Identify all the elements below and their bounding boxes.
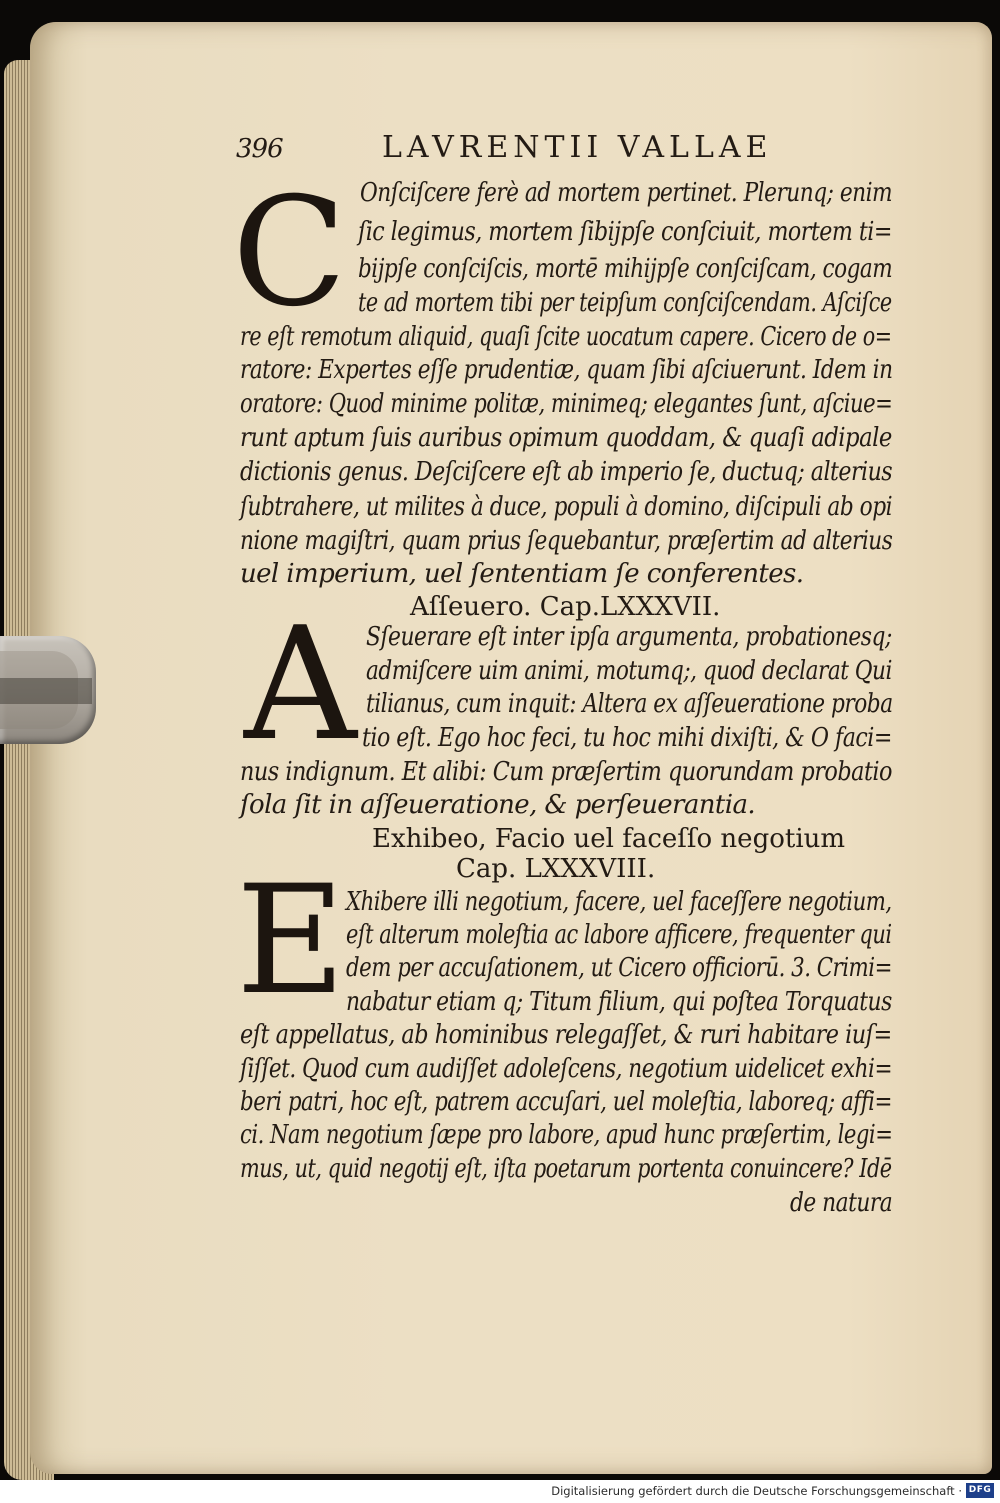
text-line: Xhibere illi negotium, facere, uel faceſſere negotium, xyxy=(346,887,892,917)
text-line: beri patri, hoc eſt, patrem accuſari, uel moleſtia, laboreq; affi= xyxy=(240,1087,892,1117)
text-line: ſiſſet. Quod cum audiſſet adoleſcens, negotium uidelicet exhi= xyxy=(240,1054,893,1084)
text-line: nione magiſtri, quam prius ſequebantur, præſertim ad alterius xyxy=(240,526,893,556)
book-clamp-band xyxy=(0,678,92,704)
chapter-heading: Exhibeo, Facio uel faceſſo negotium xyxy=(372,824,846,854)
running-head: LAVRENTII VALLAE xyxy=(382,130,773,165)
text-line: Sſeuerare eſt inter ipſa argumenta, probationesq; xyxy=(366,622,892,652)
text-line: mus, ut, quid negotij eſt, iſta poetarum portenta conuincere? Idē xyxy=(240,1154,892,1184)
text-line: oratore: Quod minime politæ, minimeq; elegantes ſunt, aſciue= xyxy=(240,389,893,419)
chapter-number: Cap. LXXXVIII. xyxy=(456,854,656,884)
text-line: ratore: Expertes eſſe prudentiæ, quam ſibi aſciuerunt. Idem in xyxy=(240,355,893,385)
text-line: nus indignum. Et alibi: Cum præſertim quorundam probatio xyxy=(240,757,893,787)
text-line: uel imperium, uel ſententiam ſe conferentes. xyxy=(240,559,804,589)
text-line: ſubtrahere, ut milites à duce, populi à domino, diſcipuli ab opi xyxy=(240,492,893,522)
text-line: dictionis genus. Deſciſcere eſt ab imperio ſe, ductuq; alterius xyxy=(240,457,893,487)
text-line: runt aptum ſuis auribus opimum quoddam, & quaſi adipale xyxy=(240,423,892,453)
text-line: bijpſe conſciſcis, mortē mihijpſe conſciſcam, cogam xyxy=(358,254,893,284)
text-line: Onſciſcere ferè ad mortem pertinet. Plerunq; enim xyxy=(360,178,893,208)
text-line: admiſcere uim animi, motumq;, quod declarat Qui xyxy=(366,656,892,686)
text-line: eſt appellatus, ab hominibus relegaſſet, & ruri habitare iuſ= xyxy=(240,1020,892,1050)
text-line: dem per accuſationem, ut Cicero officiorū. 3. Crimi= xyxy=(346,953,892,983)
page-number: 396 xyxy=(236,134,283,164)
text-line: ſola ſit in aſſeueratione, & perſeuerantia. xyxy=(240,790,756,820)
text-line: ci. Nam negotium ſæpe pro labore, apud hunc præſertim, legi= xyxy=(240,1120,893,1150)
text-line: tio eſt. Ego hoc feci, tu hoc mihi dixiſti, & O faci= xyxy=(362,723,892,753)
dfg-logo: DFG xyxy=(966,1483,994,1498)
footer-credit: Digitalisierung gefördert durch die Deutsche Forschungsgemeinschaft · xyxy=(551,1484,962,1498)
text-line: ſic legimus, mortem ſibijpſe conſciuit, mortem ti= xyxy=(358,217,892,247)
chapter-heading: Aſſeuero. Cap.LXXXVII. xyxy=(410,592,721,622)
drop-cap-a: A xyxy=(244,593,357,775)
catchword: de natura xyxy=(790,1188,893,1218)
text-line: eſt alterum moleſtia ac labore afficere, frequenter qui xyxy=(346,920,892,950)
drop-cap-c: C xyxy=(232,166,347,340)
text-line: tilianus, cum inquit: Altera ex aſſeueratione proba xyxy=(366,689,893,719)
text-line: nabatur etiam q; Titum filium, qui poſtea Torquatus xyxy=(346,987,892,1017)
text-line: te ad mortem tibi per teipſum conſciſcendam. Aſciſce xyxy=(358,288,892,318)
text-line: re eſt remotum aliquid, quaſi ſcite uocatum capere. Cicero de o= xyxy=(240,322,892,352)
drop-cap-e: E xyxy=(236,854,346,1028)
